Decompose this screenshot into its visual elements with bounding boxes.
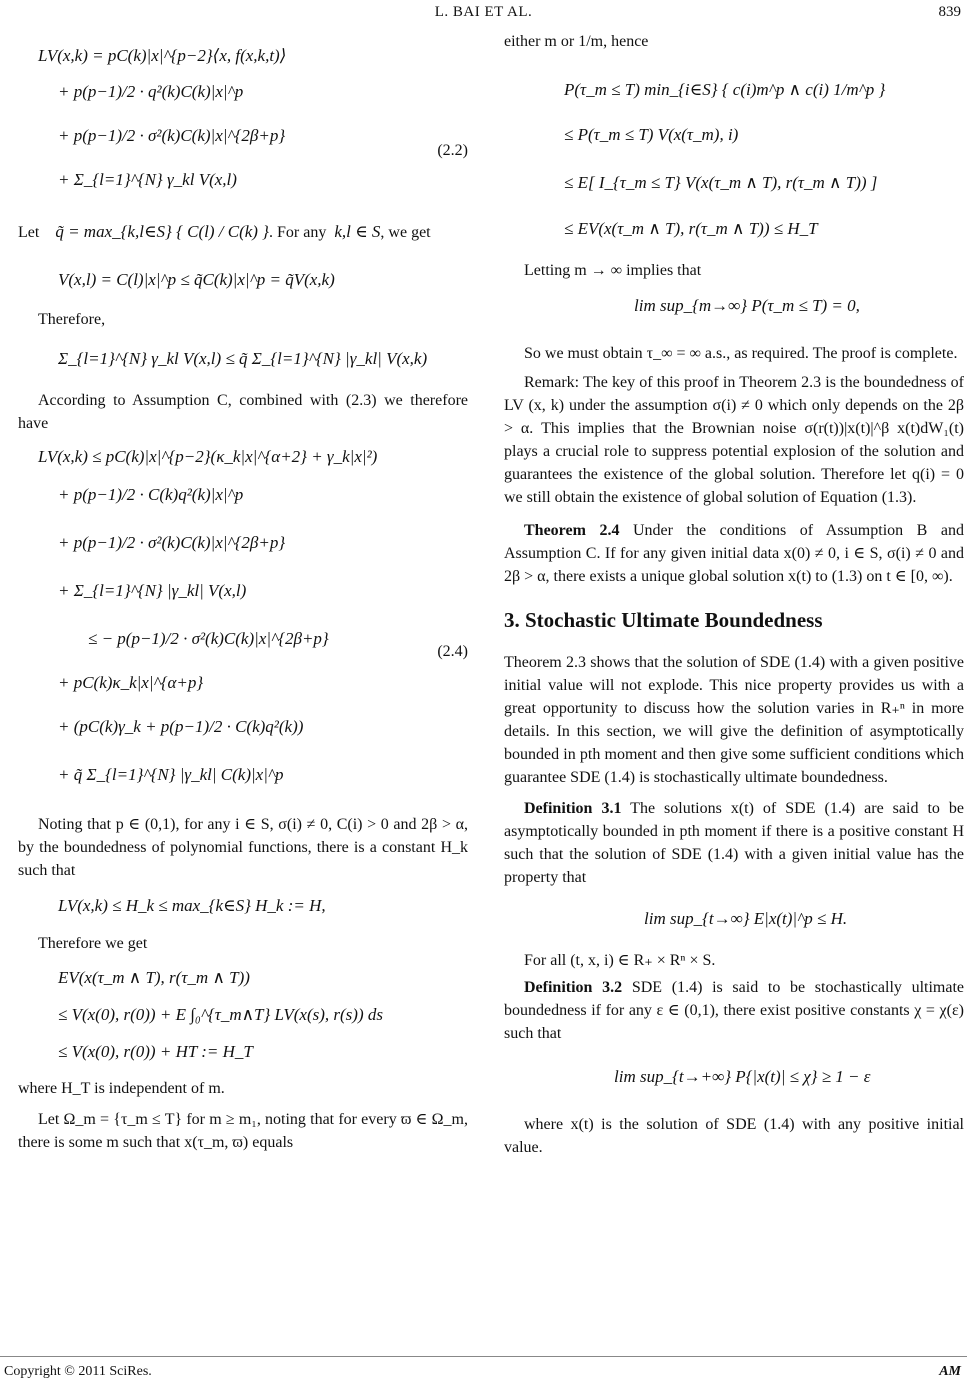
eq24-line: + pC(k)κ_k|x|^{α+p}: [58, 673, 204, 692]
journal-abbrev: AM: [939, 1364, 961, 1379]
eqP-line: ≤ EV(x(τ_m ∧ T), r(τ_m ∧ T)) ≤ H_T: [564, 219, 818, 238]
so-text: So we must obtain τ_∞ = ∞ a.s., as required. The proof is complete.: [524, 345, 958, 362]
where-final: where x(t) is the solution of SDE (1.4) with any positive initial value.: [504, 1116, 964, 1156]
eq-sum-bound: Σ_{l=1}^{N} γ_kl V(x,l) ≤ q̃ Σ_{l=1}^{N} |γ_kl| V(x,k): [58, 349, 428, 368]
either-text: either m or 1/m, hence: [504, 33, 649, 50]
definition-3-2: Definition 3.2 SDE (1.4) is said to be stochastically ultimate boundedness if for any ε ∈ (0,1), there exist positive constants χ = χ(ε) such that: [504, 979, 965, 1042]
eqP-line: ≤ E[ I_{τ_m ≤ T} V(x(τ_m ∧ T), r(τ_m ∧ T)) ]: [564, 173, 878, 192]
eq-def31: lim sup_{t→∞} E|x(t)|^p ≤ H.: [644, 909, 848, 928]
assumption-text: According to Assumption C, combined with (2.3) we therefore have: [18, 392, 468, 432]
page-header: [0, 4, 967, 28]
eq24-line: + p(p−1)/2 · C(k)q²(k)|x|^p: [58, 485, 244, 504]
definition-3-1: Definition 3.1 The solutions x(t) of SDE (1.4) are said to be asymptotically bounded in pth moment if there is a positive constant H such that the solution of SDE (1.4) with a given initial value has the property that: [504, 800, 964, 886]
where-text: where H_T is independent of m.: [18, 1080, 225, 1097]
copyright: Copyright © 2011 SciRes.: [4, 1364, 152, 1379]
eqP-line: ≤ P(τ_m ≤ T) V(x(τ_m), i): [564, 125, 739, 144]
theorem-2-4: Theorem 2.4 Under the conditions of Assumption B and Assumption C. If for any given initial data x(0) ≠ 0, i ∈ S, σ(i) ≠ 0 and 2β > α, there exists a unique global solution x(t) to (1.3) on t ∈ [0, ∞).: [504, 522, 964, 585]
q-tilde-def: q̃ = max_{k,l∈S} { C(l) / C(k) }: [55, 222, 269, 241]
running-head: L. BAI ET AL.: [434, 4, 533, 20]
eqP-line: P(τ_m ≤ T) min_{i∈S} { c(i)m^p ∧ c(i) 1/m^p }: [564, 80, 886, 99]
letting-text: Letting m → ∞ implies that: [524, 262, 702, 279]
noting-text: Noting that p ∈ (0,1), for any i ∈ S, σ(i) ≠ 0, C(i) > 0 and 2β > α, by the boundedness of polynomial functions, there is a constant H_k such that: [18, 816, 468, 879]
let-omega-text: Let Ω_m = {τ_m ≤ T} for m ≥ m₁, noting that for every ϖ ∈ Ω_m, there is some m such that x(τ_m, ϖ) equals: [18, 1111, 468, 1151]
eq-H-bound: LV(x,k) ≤ H_k ≤ max_{k∈S} H_k := H,: [58, 896, 326, 915]
expectation-chain: [18, 961, 468, 1069]
eq22-line: + Σ_{l=1}^{N} γ_kl V(x,l): [58, 170, 237, 189]
footer-rule: [0, 1356, 967, 1357]
eqE-line: ≤ V(x(0), r(0)) + HT := H_T: [58, 1042, 253, 1061]
equation-2-2: [18, 42, 468, 202]
eqE-line: EV(x(τ_m ∧ T), r(τ_m ∧ T)): [58, 968, 250, 987]
section-paragraph: Theorem 2.3 shows that the solution of SDE (1.4) with a given positive initial value will not explode. This nice property provides us with a great opportunity to discuss how the solution varies in R₊ⁿ in more details. In this section, we will give the definition of asymptotically bounded in pth moment and then give some sufficient conditions which guarantee SDE (1.4) is stochastically ultimate boundedness.: [504, 654, 964, 786]
eq-def32: lim sup_{t→+∞} P{|x(t)| ≤ χ} ≥ 1 − ε: [614, 1067, 871, 1086]
eq24-line: ≤ − p(p−1)/2 · σ²(k)C(k)|x|^{2β+p}: [88, 629, 329, 648]
eq22-line: + p(p−1)/2 · q²(k)C(k)|x|^p: [58, 82, 244, 101]
section-title: 3. Stochastic Ultimate Boundedness: [504, 608, 823, 632]
equation-number: (2.2): [437, 142, 468, 159]
forall-text: For all (t, x, i) ∈ R₊ × Rⁿ × S.: [524, 952, 716, 969]
eq24-line: + Σ_{l=1}^{N} |γ_kl| V(x,l): [58, 581, 247, 600]
right-column: [504, 30, 964, 1159]
eq22-line: + p(p−1)/2 · σ²(k)C(k)|x|^{2β+p}: [58, 126, 286, 145]
eq24-line: + p(p−1)/2 · σ²(k)C(k)|x|^{2β+p}: [58, 533, 286, 552]
probability-chain: [504, 67, 964, 249]
eq-limsup: lim sup_{m→∞} P(τ_m ≤ T) = 0,: [634, 296, 860, 315]
equation-2-4: [18, 443, 468, 799]
eq22-line: LV(x,k) = pC(k)|x|^{p−2}⟨x, f(x,k,t)⟩: [38, 46, 287, 65]
left-column: [18, 30, 468, 1154]
equation-number: (2.4): [437, 643, 468, 660]
therefore-we-get: Therefore we get: [38, 935, 148, 952]
eq-V-bound: V(x,l) = C(l)|x|^p ≤ q̃C(k)|x|^p = q̃V(x,k): [58, 270, 335, 289]
let-paragraph: Let q̃ = max_{k,l∈S} { C(l) / C(k) }. For any k,l ∈ S, we get: [18, 222, 431, 241]
eqE-line: ≤ V(x(0), r(0)) + E ∫₀^{τ_m∧T} LV(x(s), r(s)) ds: [58, 1005, 383, 1024]
page-number: 839: [938, 4, 961, 20]
remark-text: Remark: The key of this proof in Theorem 2.3 is the boundedness of LV (x, k) under the assumption σ(i) ≠ 0 which only depends on the 2β > α. This implies that the Brownian noise σ(r(t))|x(t)|^β x(t)dW₁(t) plays a crucial role to suppress potential explosion of the solution and guarantees the existence of the global solution. Therefore let q(i) = 0 we still obtain the existence of global solution of Equation (1.3).: [504, 374, 964, 506]
eq24-line: LV(x,k) ≤ pC(k)|x|^{p−2}(κ_k|x|^{α+2} + γ_k|x|²): [38, 447, 378, 466]
eq24-line: + (pC(k)γ_k + p(p−1)/2 · C(k)q²(k)): [58, 717, 304, 736]
eq24-line: + q̃ Σ_{l=1}^{N} |γ_kl| C(k)|x|^p: [58, 765, 284, 784]
therefore-text: Therefore,: [38, 311, 106, 328]
